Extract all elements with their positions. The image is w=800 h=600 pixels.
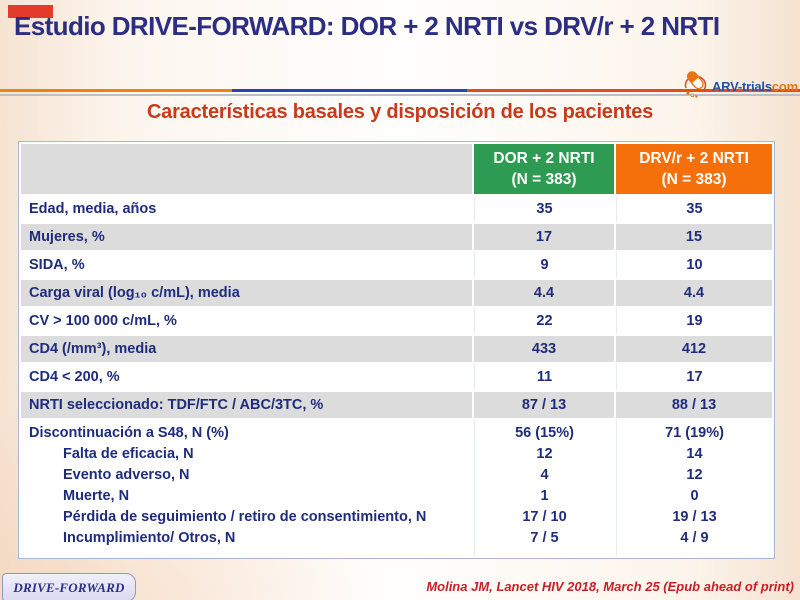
logo-name: ARV-trials — [711, 79, 772, 94]
dor-header-line1: DOR + 2 NRTI — [493, 150, 595, 167]
table-row — [21, 364, 772, 390]
row-label: CD4 (/mm³), media — [21, 336, 472, 362]
drv-value: 19 / 13 — [672, 509, 717, 525]
baseline-table — [18, 141, 775, 559]
row-label: Discontinuación a S48, N (%) — [29, 425, 229, 441]
row-label: Muerte, N — [63, 488, 130, 504]
drv-value: 88 / 13 — [616, 392, 772, 418]
dor-value: 35 — [474, 196, 614, 222]
drv-value: 71 (19%) — [665, 425, 724, 441]
divider-segment-orange — [0, 89, 232, 92]
dor-value: 433 — [474, 336, 614, 362]
drv-value: 12 — [686, 467, 703, 483]
drv-value: 14 — [686, 446, 703, 462]
table-row — [21, 252, 772, 278]
drv-value: 10 — [616, 252, 772, 278]
table-row — [21, 336, 772, 362]
dor-value: 1 — [540, 488, 549, 504]
dor-value: 4 — [540, 467, 549, 483]
drv-value: 4.4 — [616, 280, 772, 306]
dor-value: 4.4 — [474, 280, 614, 306]
dor-value: 56 (15%) — [515, 425, 574, 441]
row-label: SIDA, % — [21, 252, 472, 278]
dor-header-line2: (N = 383) — [511, 171, 577, 188]
row-label: CD4 < 200, % — [21, 364, 472, 390]
dor-value: 12 — [536, 446, 553, 462]
drv-value: 15 — [616, 224, 772, 250]
drv-value: 412 — [616, 336, 772, 362]
dor-value: 7 / 5 — [530, 530, 559, 546]
table-row — [21, 224, 772, 250]
logo-suffix: com — [771, 79, 798, 94]
drv-value: 35 — [616, 196, 772, 222]
discontinuation-dor-values — [474, 420, 614, 556]
table-row — [21, 308, 772, 334]
slide-title: Estudio DRIVE-FORWARD: DOR + 2 NRTI vs DRV/r + 2 NRTI — [14, 11, 720, 41]
dor-value: 17 / 10 — [522, 509, 567, 525]
table-header-row — [21, 144, 772, 194]
column-header-dor — [474, 144, 614, 194]
pill-capsule-icon — [681, 69, 711, 104]
dor-value: 17 — [474, 224, 614, 250]
drive-forward-badge: DRIVE-FORWARD — [2, 573, 136, 600]
row-label: Evento adverso, N — [63, 467, 190, 483]
dor-value: 87 / 13 — [474, 392, 614, 418]
drv-value: 19 — [616, 308, 772, 334]
table-row — [21, 280, 772, 306]
row-label: Carga viral (log₁₀ c/mL), media — [21, 280, 472, 306]
drv-value: 0 — [690, 488, 699, 504]
row-label: NRTI seleccionado: TDF/FTC / ABC/3TC, % — [21, 392, 472, 418]
table-row — [21, 392, 772, 418]
citation-text: Molina JM, Lancet HIV 2018, March 25 (Epub ahead of print) — [426, 579, 794, 594]
row-label: Pérdida de seguimiento / retiro de consentimiento, N — [63, 509, 427, 525]
row-label: Incumplimiento/ Otros, N — [63, 530, 236, 546]
header-corner-cell — [21, 144, 472, 194]
page-title: Características basales y disposición de los pacientes — [146, 101, 654, 123]
table-row — [21, 196, 772, 222]
column-header-drv — [616, 144, 772, 194]
row-label: CV > 100 000 c/mL, % — [21, 308, 472, 334]
row-label: Mujeres, % — [21, 224, 472, 250]
logo-text — [712, 79, 798, 94]
arv-trials-logo — [681, 69, 798, 104]
dor-value: 22 — [474, 308, 614, 334]
dor-value: 9 — [474, 252, 614, 278]
drv-value: 17 — [616, 364, 772, 390]
row-label: Edad, media, años — [21, 196, 472, 222]
divider-segment-blue — [232, 89, 467, 92]
discontinuation-row — [21, 420, 772, 556]
drv-header-line2: (N = 383) — [661, 171, 727, 188]
row-label: Falta de eficacia, N — [63, 446, 194, 462]
dor-value: 11 — [474, 364, 614, 390]
drv-header-line1: DRV/r + 2 NRTI — [639, 150, 749, 167]
discontinuation-labels — [21, 420, 472, 556]
drv-value: 4 / 9 — [680, 530, 709, 546]
discontinuation-drv-values — [616, 420, 772, 556]
